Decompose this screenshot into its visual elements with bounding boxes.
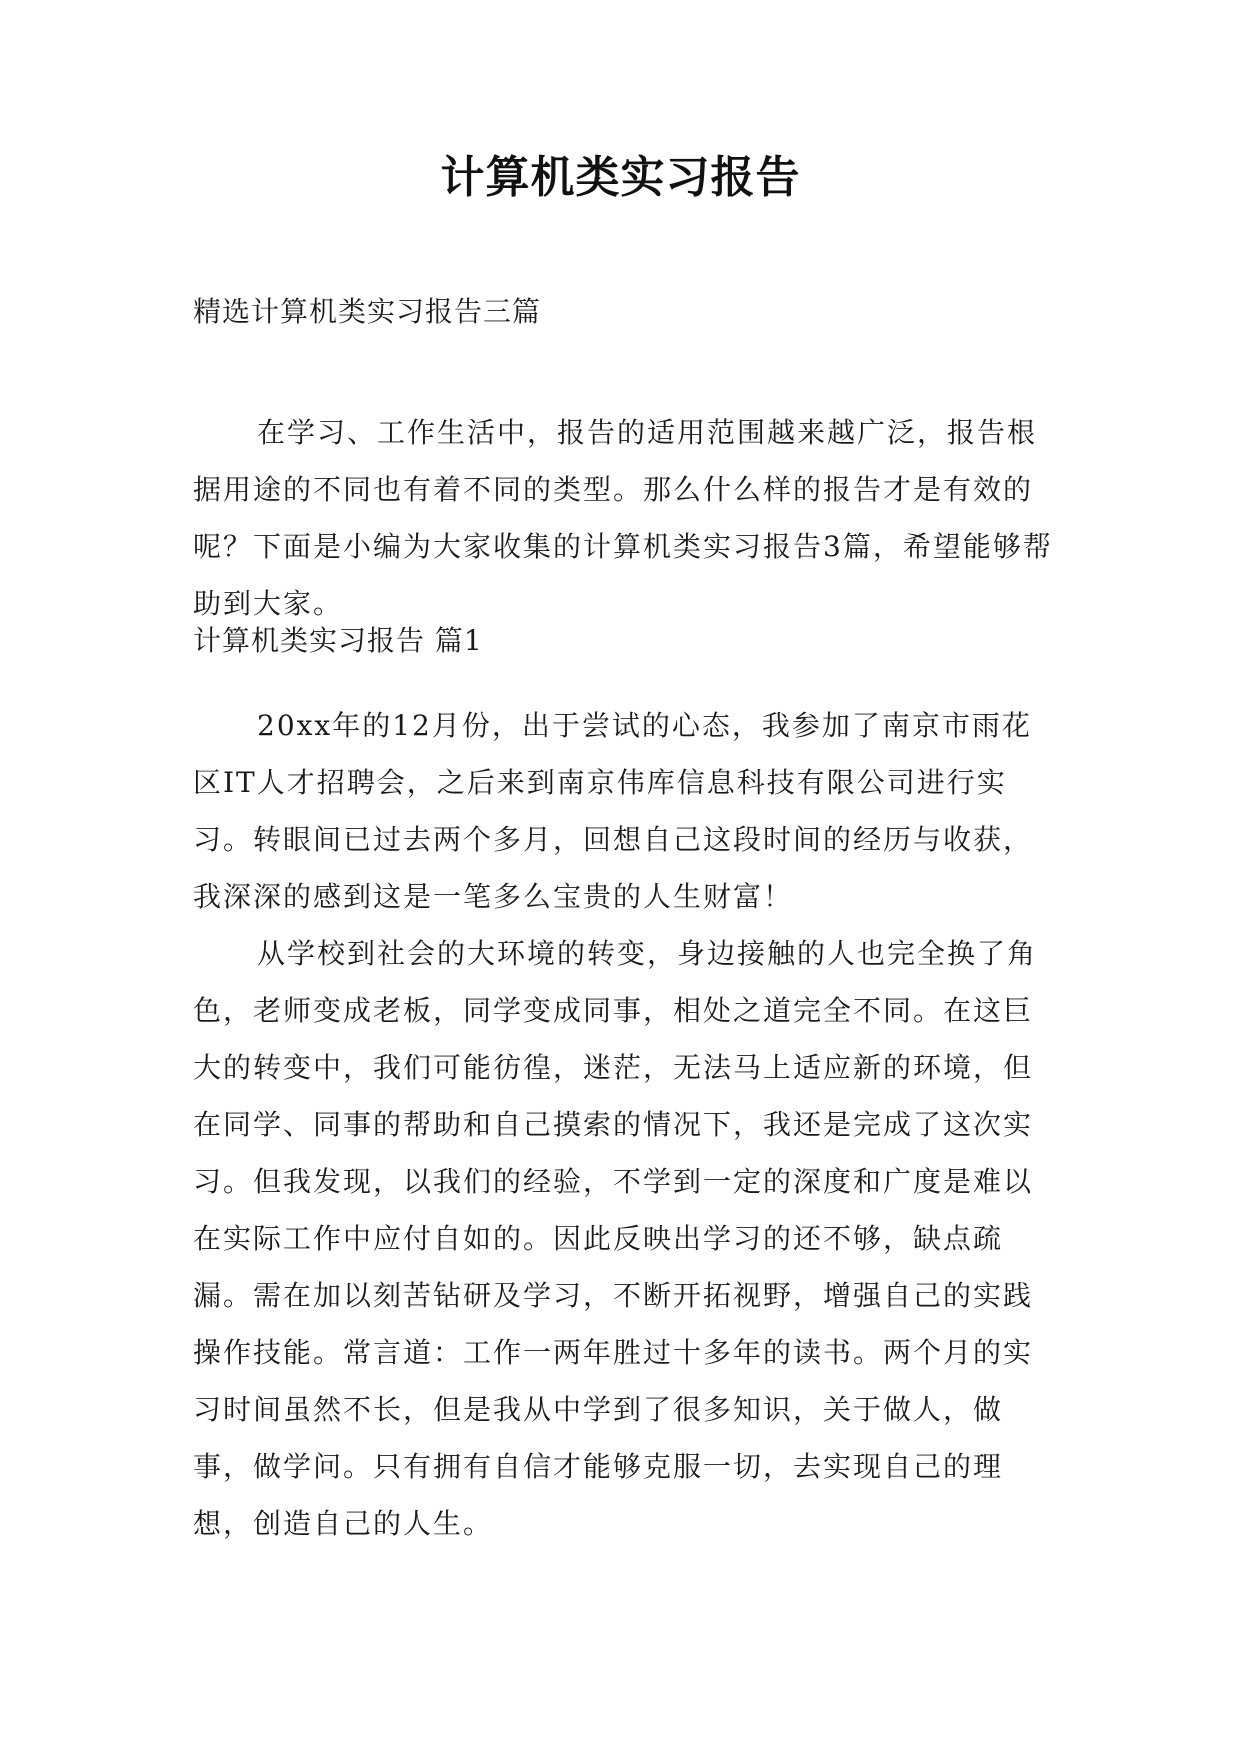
intro-paragraph: 在学习、工作生活中，报告的适用范围越来越广泛，报告根据用途的不同也有着不同的类型。那么什么样的报告才是有效的呢？下面是小编为大家收集的计算机类实习报告3篇，希望能够帮助到大家。: [193, 416, 1053, 620]
document-title: 计算机类实习报告: [440, 152, 801, 203]
section-heading: 计算机类实习报告 篇1: [193, 624, 483, 657]
document-subtitle: 精选计算机类实习报告三篇: [193, 295, 542, 328]
body-paragraph-1: 20xx年的12月份，出于尝试的心态，我参加了南京市雨花区IT人才招聘会，之后来到南京伟库信息科技有限公司进行实习。转眼间已过去两个多月，回想自己这段时间的经历与收获，我深深的感到这是一笔多么宝贵的人生财富！: [193, 709, 1034, 913]
body-paragraph-2: 从学校到社会的大环境的转变，身边接触的人也完全换了角色，老师变成老板，同学变成同事，相处之道完全不同。在这巨大的转变中，我们可能彷徨，迷茫，无法马上适应新的环境，但在同学、同事的帮助和自己摸索的情况下，我还是完成了这次实习。但我发现，以我们的经验，不学到一定的深度和广度是难以在实际工作中应付自如的。因此反映出学习的还不够，缺点疏漏。需在加以刻苦钻研及学习，不断开拓视野，增强自己的实践操作技能。常言道：工作一两年胜过十多年的读书。两个月的实习时间虽然不长，但是我从中学到了很多知识，关于做人，做事，做学问。只有拥有自信才能够克服一切，去实现自己的理想，创造自己的人生。: [193, 937, 1038, 1540]
